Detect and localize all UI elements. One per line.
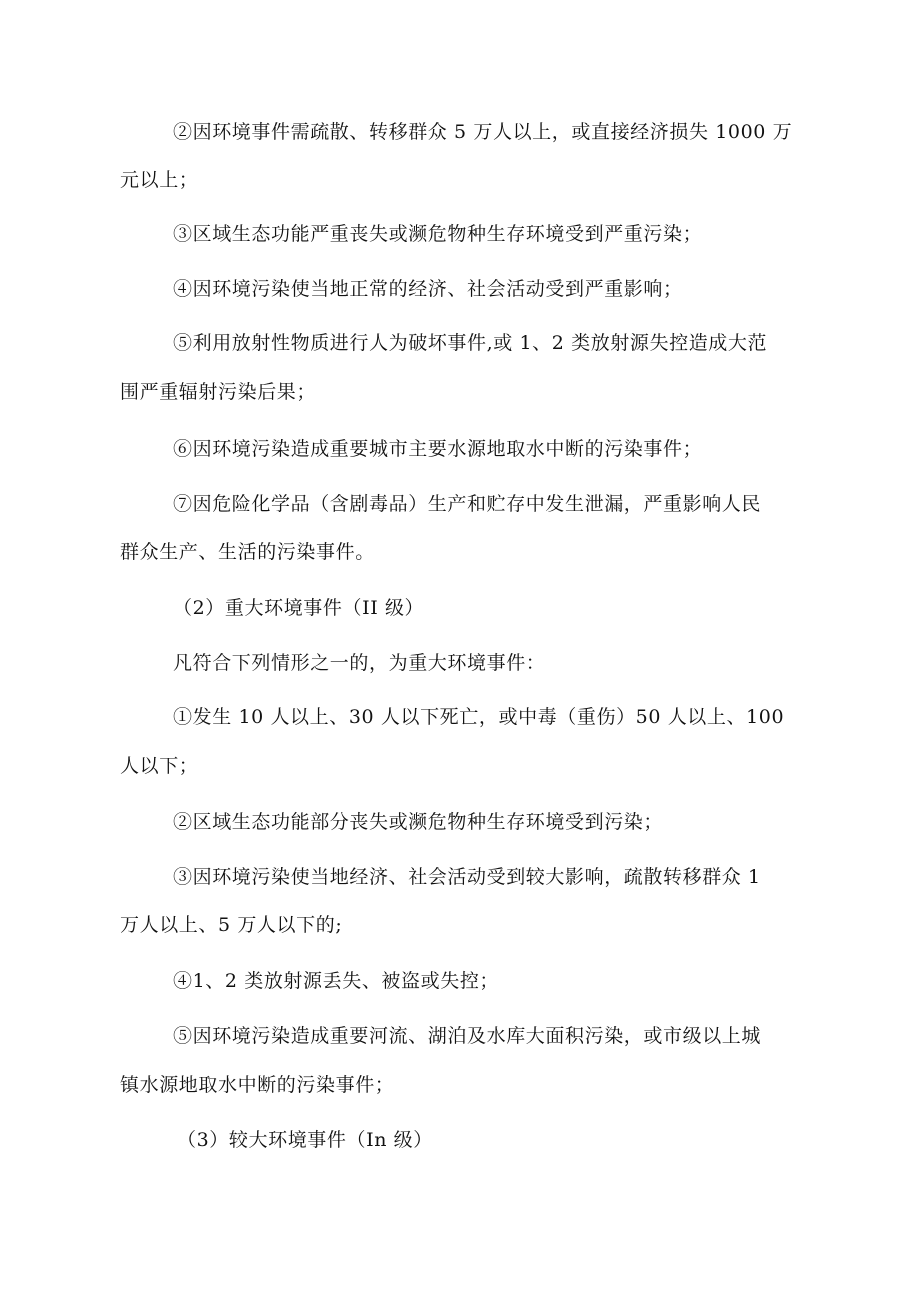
paragraph-line: 镇水源地取水中断的污染事件； [120,1074,395,1096]
paragraph-line: ⑤利用放射性物质进行人为破坏事件,或 1、2 类放射源失控造成大范 [173,332,768,354]
paragraph-line: ⑤因环境污染造成重要河流、湖泊及水库大面积污染，或市级以上城 [173,1025,762,1047]
paragraph-line: ②因环境事件需疏散、转移群众 5 万人以上，或直接经济损失 1000 万 [173,121,793,143]
paragraph-line: ③区域生态功能严重丧失或濒危物种生存环境受到严重污染； [173,223,703,245]
paragraph-line: 人以下； [120,755,199,777]
paragraph-line: ⑥因环境污染造成重要城市主要水源地取水中断的污染事件； [173,438,703,460]
paragraph-line: ⑦因危险化学品（含剧毒品）生产和贮存中发生泄漏，严重影响人民 [173,493,762,515]
paragraph-line: 元以上； [120,169,199,191]
paragraph-line: ④1、2 类放射源丢失、被盗或失控； [173,970,500,992]
paragraph-line: ①发生 10 人以上、30 人以下死亡，或中毒（重伤）50 人以上、100 [173,706,785,728]
paragraph-line: ②区域生态功能部分丧失或濒危物种生存环境受到污染； [173,811,664,833]
paragraph-line: ③因环境污染使当地经济、社会活动受到较大影响，疏散转移群众 1 [173,866,761,888]
paragraph-line: 凡符合下列情形之一的，为重大环境事件： [173,652,546,674]
paragraph-line: 围严重辐射污染后果； [120,381,317,403]
paragraph-line: 群众生产、生活的污染事件。 [120,541,375,563]
paragraph-line: ④因环境污染使当地正常的经济、社会活动受到严重影响； [173,278,683,300]
section-heading: （2）重大环境事件（II 级） [173,597,425,619]
section-heading: （3）较大环境事件（In 级） [177,1129,433,1151]
paragraph-line: 万人以上、5 万人以下的; [120,914,343,936]
